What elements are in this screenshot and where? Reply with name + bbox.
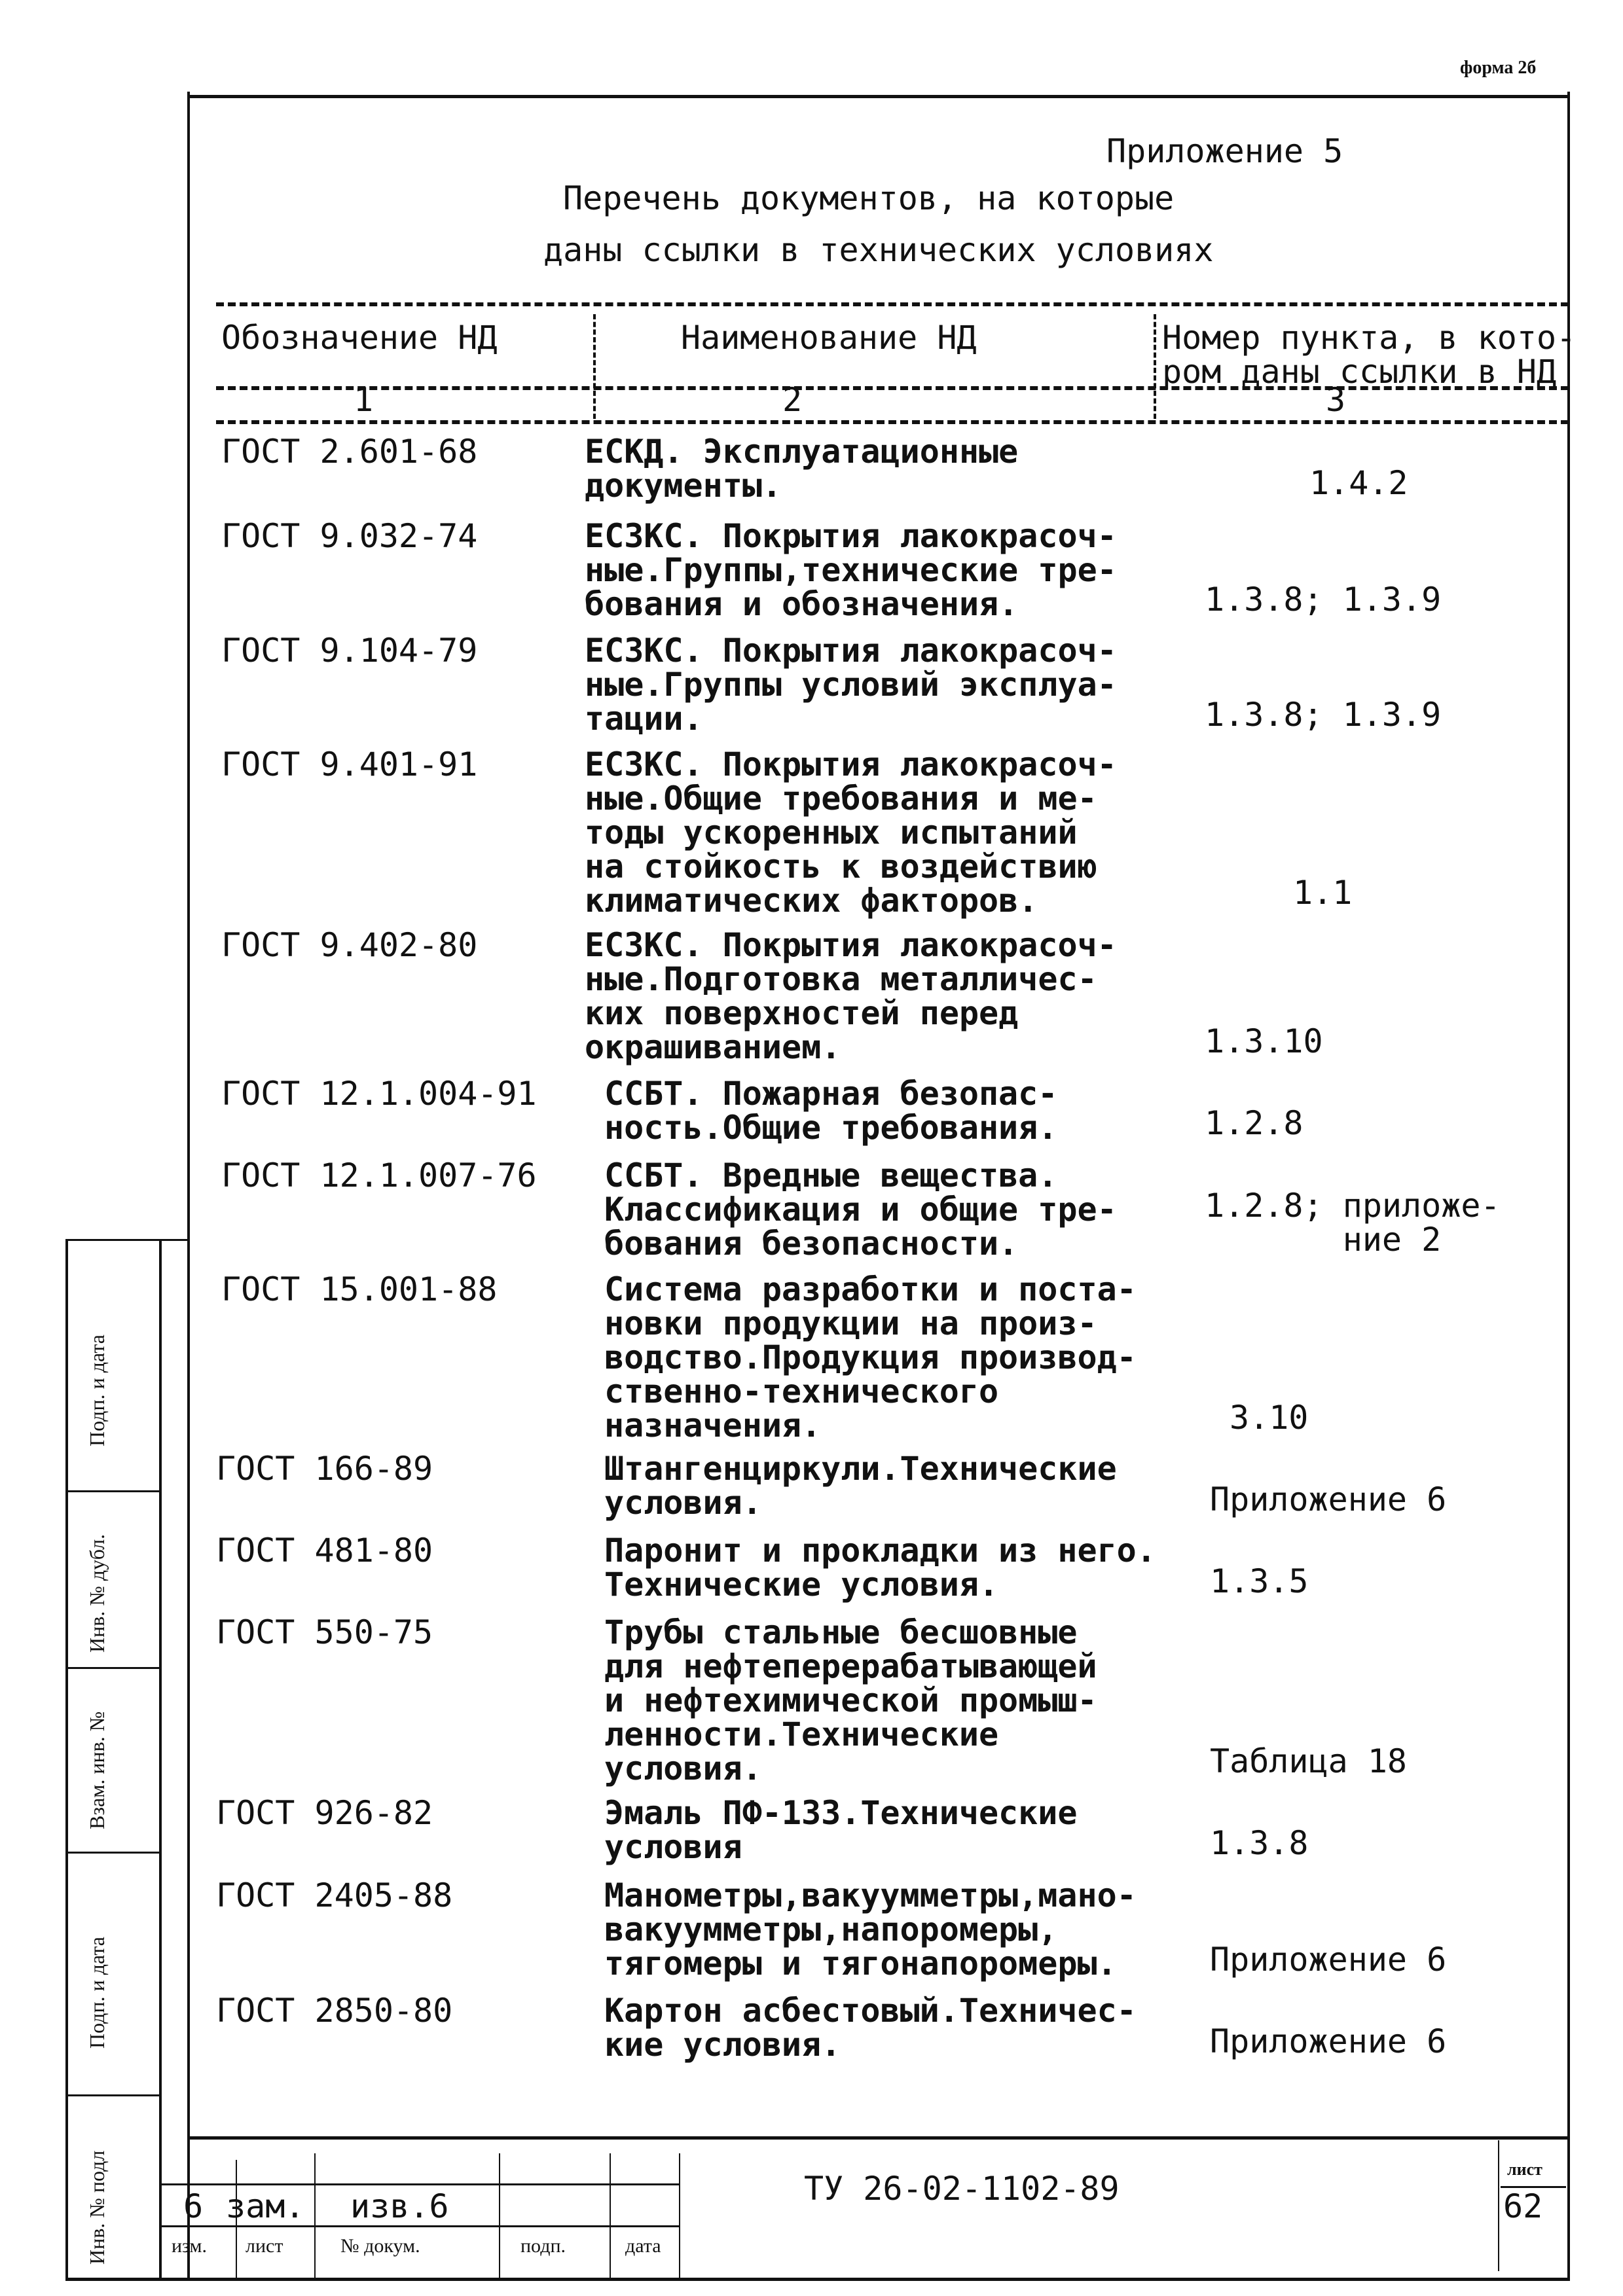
title-block-col-line <box>314 2153 316 2278</box>
row-name: ЕСЗКС. Покрытия лакокрасоч- ные.Группы условий эксплуа- тации. <box>585 632 1117 738</box>
row-ref: 1.3.8 <box>1210 1824 1309 1862</box>
side-stamp-divider <box>65 1852 159 1854</box>
row-code: ГОСТ 15.001-88 <box>221 1270 498 1308</box>
row-code: ГОСТ 481-80 <box>216 1532 433 1570</box>
row-ref: 1.3.5 <box>1210 1562 1309 1600</box>
row-code: ГОСТ 550-75 <box>216 1613 433 1651</box>
row-code: ГОСТ 2405-88 <box>216 1876 453 1914</box>
title-block-col-line <box>1498 2140 1499 2271</box>
side-stamp-divider <box>65 1490 159 1492</box>
side-stamp-right-line <box>159 1239 162 2280</box>
row-ref: Приложение 6 <box>1210 1941 1447 1979</box>
column-number-2: 2 <box>782 381 803 419</box>
row-ref: Приложение 6 <box>1210 2022 1447 2060</box>
appendix-label: Приложение 5 <box>1106 132 1343 170</box>
document-designation: ТУ 26-02-1102-89 <box>804 2170 1120 2208</box>
side-stamp-label: Подп. и дата <box>85 1335 109 1446</box>
change-sheet: зам. <box>226 2187 305 2225</box>
row-code: ГОСТ 2.601-68 <box>221 433 478 471</box>
label-date: дата <box>625 2235 661 2257</box>
table-numbers-rule <box>216 420 1569 424</box>
title-block-top-line <box>187 2136 1570 2140</box>
form-label: форма 2б <box>1460 58 1537 78</box>
row-name: Эмаль ПФ-133.Технические условия <box>604 1794 1078 1866</box>
sheet-number: 62 <box>1503 2187 1543 2225</box>
side-stamp-label: Инв. № подл <box>85 2150 109 2265</box>
side-stamp-left-line <box>65 1239 68 2280</box>
row-name: Система разработки и поста- новки продукции на произ- водство.Продукция производ- ственно-технического назначения. <box>604 1270 1137 1444</box>
label-change: изм. <box>172 2235 207 2257</box>
row-ref: 3.10 <box>1230 1399 1309 1437</box>
row-ref: 1.4.2 <box>1309 464 1408 502</box>
row-ref: 1.3.8; 1.3.9 <box>1205 696 1442 734</box>
row-name: ЕСЗКС. Покрытия лакокрасоч- ные.Общие требования и ме- тоды ускоренных испытаний на стойкость к воздействию климатических факторов. <box>585 745 1117 920</box>
row-name: ЕСЗКС. Покрытия лакокрасоч- ные.Подготовка металличес- ких поверхностей перед окрашиванием. <box>585 926 1117 1066</box>
sheet-label: лист <box>1507 2160 1542 2179</box>
page-title-line-1: Перечень документов, на которые <box>563 179 1175 217</box>
side-stamp-label: Подп. и дата <box>85 1937 109 2049</box>
header-separator-2 <box>1154 314 1156 419</box>
row-name: Штангенциркули.Технические условия. <box>604 1450 1117 1522</box>
row-code: ГОСТ 2850-80 <box>216 1992 453 2030</box>
side-stamp-label: Взам. инв. № <box>85 1711 109 1829</box>
row-ref: 1.1 <box>1293 874 1353 912</box>
row-code: ГОСТ 9.104-79 <box>221 632 478 670</box>
row-ref: Приложение 6 <box>1210 1480 1447 1518</box>
side-stamp-divider <box>65 1667 159 1669</box>
row-name: ССБТ. Пожарная безопас- ность.Общие требования. <box>604 1075 1058 1147</box>
side-stamp-divider <box>65 1239 187 1241</box>
row-ref: 1.2.8 <box>1205 1104 1304 1142</box>
side-stamp-label: Инв. № дубл. <box>85 1534 109 1653</box>
table-top-rule <box>216 302 1569 306</box>
label-sheet: лист <box>246 2235 283 2257</box>
row-code: ГОСТ 166-89 <box>216 1450 433 1488</box>
row-name: ЕСЗКС. Покрытия лакокрасоч- ные.Группы,технические тре- бования и обозначения. <box>585 517 1117 623</box>
header-clause: Номер пункта, в кото- ром даны ссылки в НД <box>1162 319 1577 391</box>
header-separator-1 <box>593 314 596 419</box>
label-signature: подп. <box>520 2235 566 2257</box>
row-code: ГОСТ 9.401-91 <box>221 745 478 783</box>
page-title-line-2: даны ссылки в технических условиях <box>543 231 1214 269</box>
column-number-1: 1 <box>354 381 374 419</box>
row-name: ССБТ. Вредные вещества. Классификация и общие тре- бования безопасности. <box>604 1157 1117 1263</box>
row-name: Манометры,вакуумметры,мано- вакуумметры,напоромеры, тягомеры и тягонапоромеры. <box>604 1876 1137 1982</box>
row-name: ЕСКД. Эксплуатационные документы. <box>585 433 1019 505</box>
title-block-col-line <box>679 2153 680 2278</box>
row-name: Картон асбестовый.Техничес- кие условия. <box>604 1992 1137 2064</box>
frame-bottom-border <box>65 2278 1570 2281</box>
label-document: № докум. <box>340 2235 420 2257</box>
row-ref: Таблица 18 <box>1210 1742 1408 1780</box>
change-document: изв.6 <box>350 2187 449 2225</box>
column-number-3: 3 <box>1326 381 1346 419</box>
row-ref: 1.2.8; приложе- ние 2 <box>1205 1187 1501 1259</box>
side-stamp-divider <box>65 2094 159 2096</box>
row-name: Паронит и прокладки из него. Технические условия. <box>604 1532 1156 1604</box>
table-header-rule <box>216 386 1569 390</box>
frame-top-border <box>187 95 1570 98</box>
header-designation: Обозначение НД <box>221 319 498 357</box>
title-block-col-line <box>610 2153 611 2278</box>
row-code: ГОСТ 9.402-80 <box>221 926 478 964</box>
row-ref: 1.3.10 <box>1205 1022 1323 1060</box>
row-code: ГОСТ 12.1.007-76 <box>221 1157 537 1194</box>
title-block-row-line <box>159 2225 679 2227</box>
row-code: ГОСТ 12.1.004-91 <box>221 1075 537 1113</box>
row-ref: 1.3.8; 1.3.9 <box>1205 581 1442 619</box>
row-name: Трубы стальные бесшовные для нефтеперерабатывающей и нефтехимической промыш- ленности.Технические условия. <box>604 1613 1097 1787</box>
change-number: 6 <box>183 2187 204 2225</box>
row-code: ГОСТ 926-82 <box>216 1794 433 1832</box>
row-code: ГОСТ 9.032-74 <box>221 517 478 555</box>
header-name: Наименование НД <box>681 319 977 357</box>
title-block-row-line <box>159 2183 679 2185</box>
frame-left-border <box>187 92 190 2281</box>
title-block-col-line <box>499 2153 500 2278</box>
